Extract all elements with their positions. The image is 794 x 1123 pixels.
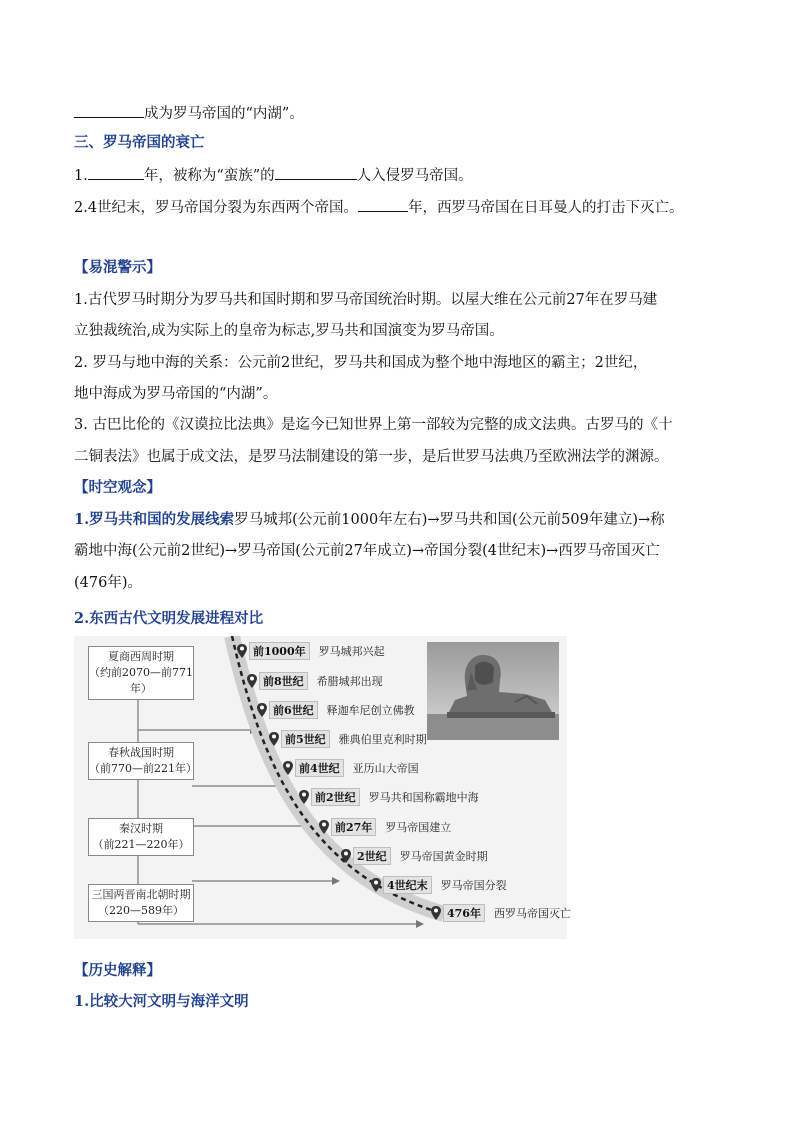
question-2 bbox=[74, 197, 684, 217]
answer-blank[interactable] bbox=[74, 103, 144, 118]
event-date: 前4世纪 bbox=[295, 759, 344, 777]
event-label: 罗马帝国黄金时期 bbox=[399, 850, 488, 863]
event-date: 2世纪 bbox=[353, 847, 391, 865]
event-label: 雅典伯里克利时期 bbox=[338, 733, 427, 746]
location-pin-icon bbox=[236, 643, 248, 659]
timeline-event bbox=[268, 730, 427, 748]
spacetime-item2-title: 2.东西古代文明发展进程对比 bbox=[74, 610, 264, 627]
question-text: 人入侵罗马帝国。 bbox=[356, 168, 473, 184]
location-pin-icon bbox=[246, 673, 258, 689]
item-title: 1.罗马共和国的发展线索 bbox=[74, 511, 235, 528]
warning-p3-line2: 二铜表法》也属于成文法，是罗马法制建设的第一步，是后世罗马法典乃至欧洲法学的渊源。 bbox=[74, 449, 669, 465]
event-label: 亚历山大帝国 bbox=[352, 762, 419, 775]
history-item1: 1.比较大河文明与海洋文明 bbox=[74, 993, 249, 1010]
sphinx-photo bbox=[427, 642, 559, 740]
question-text: 年，被称为“蛮族”的 bbox=[143, 168, 275, 184]
location-pin-icon bbox=[268, 731, 280, 747]
event-label: 罗马城邦兴起 bbox=[318, 645, 385, 658]
location-pin-icon bbox=[318, 819, 330, 835]
question-text: 2.4世纪末，罗马帝国分裂为东西两个帝国。 bbox=[74, 200, 359, 216]
warning-p1-line2: 立独裁统治,成为实际上的皇帝为标志,罗马共和国演变为罗马帝国。 bbox=[74, 323, 504, 339]
question-number: 1. bbox=[74, 168, 88, 184]
period-name: 三国两晋南北朝时期 bbox=[91, 888, 191, 901]
period-name: 夏商西周时期 bbox=[108, 650, 174, 663]
location-pin-icon bbox=[298, 789, 310, 805]
event-date: 前27年 bbox=[331, 818, 376, 836]
timeline-event bbox=[256, 701, 415, 719]
period-box-xia-shang-zhou bbox=[88, 646, 194, 700]
event-date: 前1000年 bbox=[249, 642, 310, 660]
period-box-three-kingdoms bbox=[88, 884, 194, 922]
event-date: 前5世纪 bbox=[281, 730, 330, 748]
spacetime-item1-line3: (476年)。 bbox=[74, 575, 142, 591]
warning-p2-line2: 地中海成为罗马帝国的“内湖”。 bbox=[74, 386, 278, 402]
location-pin-icon bbox=[256, 702, 268, 718]
location-pin-icon bbox=[370, 877, 382, 893]
event-date: 前2世纪 bbox=[311, 788, 360, 806]
question-1 bbox=[74, 165, 473, 185]
section-heading-spacetime: 【时空观念】 bbox=[74, 479, 161, 496]
period-range: （220—589年） bbox=[98, 904, 184, 917]
fill-line-inner-lake bbox=[74, 103, 304, 123]
location-pin-icon bbox=[430, 905, 442, 921]
answer-blank[interactable] bbox=[88, 165, 144, 180]
answer-blank[interactable] bbox=[358, 197, 408, 212]
event-label: 罗马帝国分裂 bbox=[440, 879, 507, 892]
section-heading-history: 【历史解释】 bbox=[74, 962, 161, 979]
event-date: 前6世纪 bbox=[269, 701, 318, 719]
section-heading-warning: 【易混警示】 bbox=[74, 259, 161, 276]
timeline-event bbox=[236, 642, 385, 660]
item-text: 罗马城邦(公元前1000年左右)→罗马共和国(公元前509年建立)→称 bbox=[234, 512, 665, 528]
period-name: 春秋战国时期 bbox=[108, 746, 174, 759]
spacetime-item1-line1 bbox=[74, 511, 665, 529]
period-range: （约前2070—前771年） bbox=[89, 666, 193, 695]
event-date: 前8世纪 bbox=[259, 672, 308, 690]
timeline-event bbox=[318, 818, 451, 836]
answer-blank[interactable] bbox=[275, 165, 357, 180]
location-pin-icon bbox=[340, 848, 352, 864]
timeline-event bbox=[370, 876, 507, 894]
event-label: 西罗马帝国灭亡 bbox=[493, 907, 571, 920]
period-name: 秦汉时期 bbox=[119, 822, 163, 835]
event-date: 476年 bbox=[443, 904, 485, 922]
warning-p3-line1: 3. 古巴比伦的《汉谟拉比法典》是迄今已知世界上第一部较为完整的成文法典。古罗马的《十 bbox=[74, 417, 673, 433]
event-label: 释迦牟尼创立佛教 bbox=[326, 704, 415, 717]
event-label: 希腊城邦出现 bbox=[316, 675, 383, 688]
period-box-qin-han bbox=[88, 818, 194, 856]
warning-p2-line1: 2. 罗马与地中海的关系：公元前2世纪，罗马共和国成为整个地中海地区的霸主；2世纪， bbox=[74, 355, 648, 371]
section-heading-decline: 三、罗马帝国的衰亡 bbox=[74, 134, 205, 151]
timeline-event bbox=[246, 672, 383, 690]
event-label: 罗马共和国称霸地中海 bbox=[368, 791, 479, 804]
location-pin-icon bbox=[282, 760, 294, 776]
warning-p1-line1: 1.古代罗马时期分为罗马共和国时期和罗马帝国统治时期。以屋大维在公元前27年在罗马建 bbox=[74, 292, 658, 308]
timeline-event bbox=[430, 904, 571, 922]
event-date: 4世纪末 bbox=[383, 876, 432, 894]
period-range: （前770—前221年） bbox=[89, 762, 197, 775]
question-text: 年，西罗马帝国在日耳曼人的打击下灭亡。 bbox=[408, 200, 684, 216]
period-box-spring-autumn bbox=[88, 742, 197, 780]
sentence-text: 成为罗马帝国的“内湖”。 bbox=[144, 106, 304, 122]
event-label: 罗马帝国建立 bbox=[385, 821, 452, 834]
timeline-event bbox=[282, 759, 419, 777]
spacetime-item1-line2: 霸地中海(公元前2世纪)→罗马帝国(公元前27年成立)→帝国分裂(4世纪末)→西罗马帝国灭亡 bbox=[74, 543, 660, 559]
period-range: （前221—220年） bbox=[92, 838, 190, 851]
timeline-event bbox=[340, 847, 488, 865]
timeline-event bbox=[298, 788, 479, 806]
